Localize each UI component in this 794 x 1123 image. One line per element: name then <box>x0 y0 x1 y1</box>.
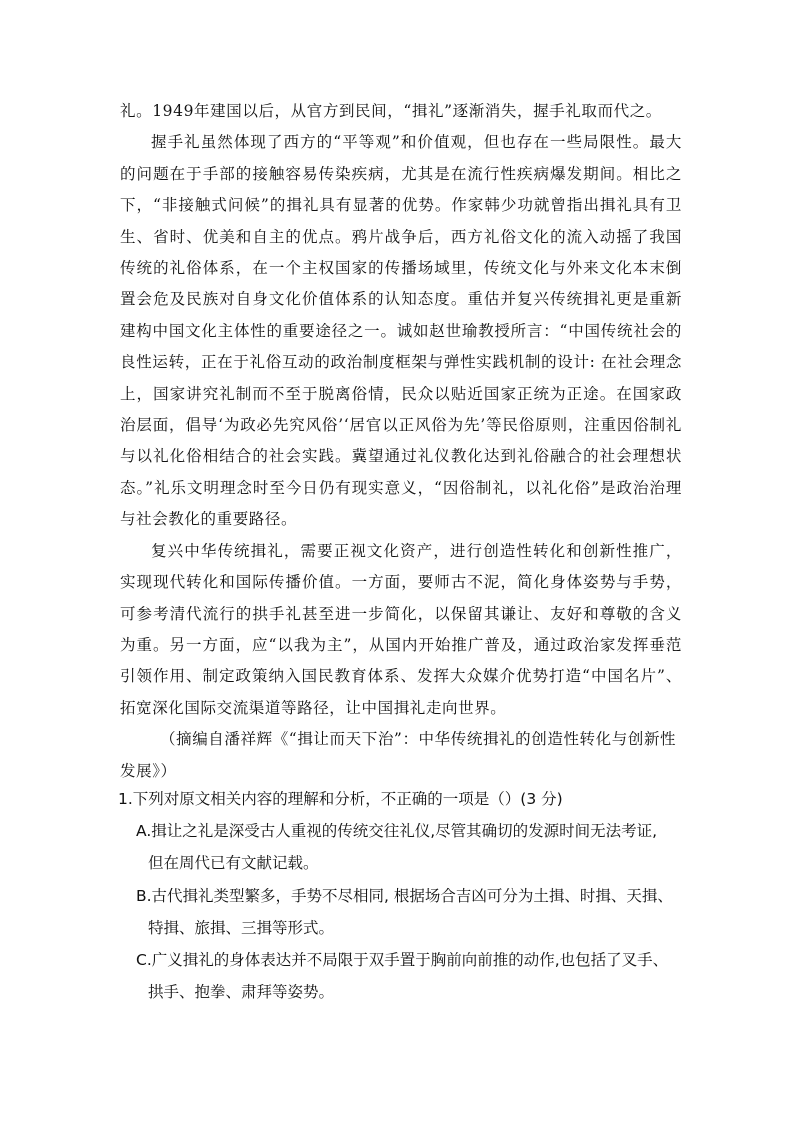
citation: （摘编自潘祥辉《“揖让而天下治”：中华传统揖礼的创造性转化与创新性 <box>160 730 677 749</box>
question-stem: 1.下列对原文相关内容的理解和分析，不正确的一项是（）(3 分) <box>118 790 563 808</box>
option-text-continued: 特揖、旅揖、三揖等形式。 <box>148 918 335 937</box>
option-c <box>118 944 688 1008</box>
question-block <box>118 783 688 1008</box>
reading-passage <box>120 96 682 787</box>
passage-paragraph: 礼。1949年建国以后，从官方到民间，“揖礼”逐渐消失，握手礼取而代之。 <box>120 102 662 120</box>
passage-paragraph: 握手礼虽然体现了西方的“平等观”和价值观，但也存在一些局限性。最大的问题在于手部的接触容易传染疾病，尤其是在流行性疾病爆发期间。相比之下，“非接触式问候”的揖礼具有显著的优势。作家韩少功就曾指出揖礼具有卫生、省时、优美和自主的优点。鸦片战争后，西方礼俗文化的流入动摇了我国传统的礼俗体系，在一个主权国家的传播场域里，传统文化与外来文化本末倒置会危及民族对自身文化价值体系的认知态度。重估并复兴传统揖礼更是重新建构中国文化主体性的重要途径之一。诚如赵世瑜教授所言：“中国传统社会的良性运转，正在于礼俗互动的政治制度框架与弹性实践机制的设计: 在社会理念上，国家讲究礼制而不至于脱离俗情，民众以贴近国家正统为正途。在国家政治层面，倡导‘为政必先究风俗’‘居官以正风俗为先’等民俗原则，注重因俗制礼与以礼化俗相结合的社会实践。冀望通过礼仪教化达到礼俗融合的社会理想状态。”礼乐文明理念时至今日仍有现实意义，“因俗制礼，以礼化俗”是政治治理与社会教化的重要路径。 <box>120 133 682 529</box>
option-text: B.古代揖礼类型繁多，手势不尽相同, 根据场合吉凶可分为土揖、时揖、天揖、 <box>136 886 673 905</box>
passage-paragraph: 复兴中华传统揖礼，需要正视文化资产，进行创造性转化和创新性推广，实现现代转化和国际传播价值。一方面，要师古不泥，简化身体姿势与手势，可参考清代流行的拱手礼甚至进一步简化，以保留其谦让、友好和尊敬的含义为重。另一方面，应“以我为主”，从国内开始推广普及，通过政治家发挥垂范引领作用、制定政策纳入国民教育体系、发挥大众媒介优势打造“中国名片”、拓宽深化国际交流渠道等路径，让中国揖礼走向世界。 <box>120 541 682 717</box>
option-text: A.揖让之礼是深受古人重视的传统交往礼仪,尽管其确切的发源时间无法考证, <box>136 822 658 841</box>
option-text-continued: 但在周代已有文献记载。 <box>148 854 319 873</box>
option-text: C.广义揖礼的身体表达并不局限于双手置于胸前向前推的动作,也包括了叉手、 <box>136 951 669 970</box>
option-text-continued: 拱手、抱拳、肃拜等姿势。 <box>148 983 335 1002</box>
option-b <box>118 880 688 944</box>
option-a <box>118 815 688 879</box>
citation-continued: 发展》） <box>120 761 177 780</box>
